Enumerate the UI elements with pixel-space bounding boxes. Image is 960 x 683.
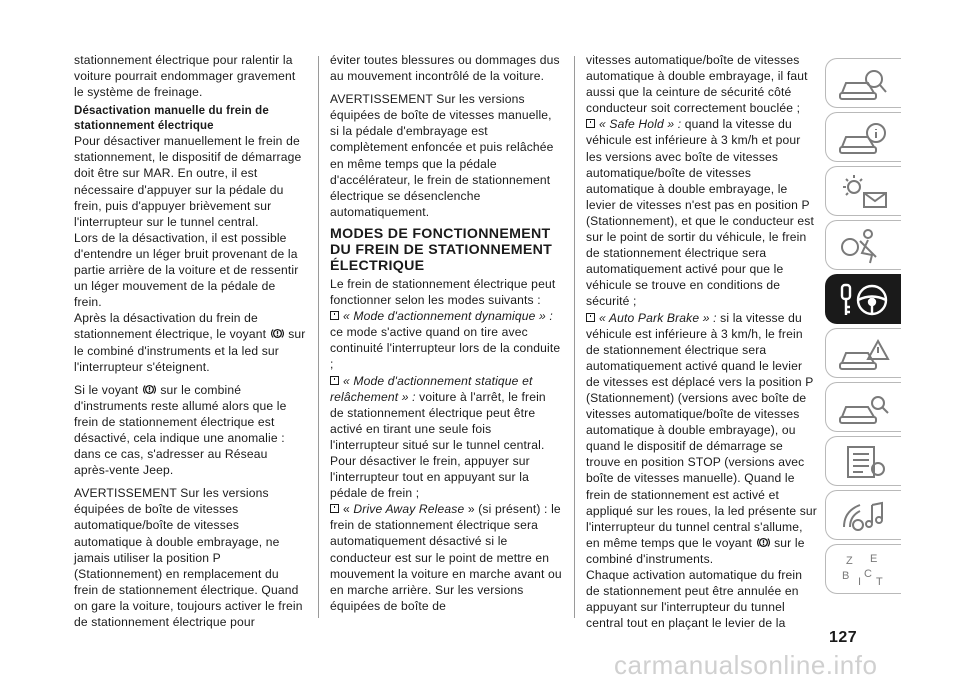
svg-text:T: T [876, 576, 883, 588]
bullet-box-icon [330, 376, 339, 385]
chapter-tab-4[interactable] [825, 220, 901, 270]
bullet-box-icon [586, 313, 595, 322]
car-search-icon [838, 65, 890, 103]
car-info-icon [838, 119, 890, 157]
paragraph: stationnement électrique pour ralentir la voiture pourrait endommager gravement le système de freinage. [74, 53, 296, 100]
chapter-tab-8[interactable] [825, 436, 901, 486]
airbag-icon [838, 227, 890, 265]
paragraph: éviter toutes blessures ou dommages dus au mouvement incontrôlé de la voiture. [330, 53, 560, 84]
page-number: 127 [829, 629, 858, 646]
parking-brake-warning-icon [271, 327, 284, 340]
section-heading-manual-release: Désactivation manuelle du frein de stationnement électrique [74, 105, 269, 132]
paragraph: Lors de la désactivation, il est possible d'entendre un léger bruit provenant de la partie arrière de la voiture et de ressentir un léger mouvement de la pédale de frein. [74, 230, 299, 310]
chapter-tab-2[interactable] [825, 112, 901, 162]
svg-text:C: C [864, 568, 872, 580]
bullet-item: « Drive Away Release » (si présent) : le frein de stationnement électrique sera automatiquement désactivé si le conducteur est sur le point de mettre en mouvement la voiture en marche avant ou en marche arrière. Sur les versions équipées de boîte de [330, 502, 562, 613]
lights-mail-icon [838, 173, 890, 211]
column-divider [318, 56, 319, 618]
warning-paragraph: AVERTISSEMENT Sur les versions équipées de boîte de vitesses manuelle, si la pédale d'embrayage est complètement enfoncée et puis relâchée en même temps que la pédale d'accélérateur, le frein de stationnement électrique se désenclenche automatiquement. [330, 92, 554, 219]
bullet-box-icon [330, 504, 339, 513]
svg-text:E: E [870, 553, 878, 565]
svg-text:Z: Z [846, 555, 853, 567]
paragraph: Le frein de stationnement électrique peut fonctionner selon les modes suivants : [330, 276, 556, 308]
svg-text:I: I [858, 576, 862, 588]
bullet-box-icon [586, 119, 595, 128]
car-warning-icon [838, 335, 890, 373]
paragraph: Si le voyant sur le combiné d'instruments reste allumé alors que le frein de stationnement électrique est désactivé, cela indique une anomalie : dans ce cas, s'adresser au Réseau après-vente Jeep. [74, 382, 287, 478]
paragraph: Chaque activation automatique du frein de stationnement peut être annulée en appuyant sur l'interrupteur du tunnel central tout en plaçant le levier de la [586, 568, 803, 631]
multimedia-icon [838, 497, 890, 535]
warning-paragraph: AVERTISSEMENT Sur les versions équipées de boîte de vitesses automatique/boîte de vitesses automatique à double embrayage, ne jamais utiliser la position P (Stationnement) en remplacement du frein de stationnement électrique. Quand on gare la voiture, toujours activer le frein de stationnement électrique pour [74, 486, 303, 629]
chapter-tab-7[interactable] [825, 382, 901, 432]
text-column-1 [74, 52, 306, 634]
bullet-box-icon [330, 311, 339, 320]
paragraph: Pour désactiver manuellement le frein de stationnement, le dispositif de démarrage doit être sur MAR. En outre, il est nécessaire d'appuyer sur la pédale du frein, puis d'appuyer brièvement sur l'interrupteur sur le tunnel central. [74, 134, 302, 229]
column-divider [574, 56, 575, 618]
chapter-tab-6[interactable] [825, 328, 901, 378]
alphabet-index-icon [838, 551, 890, 589]
chapter-tab-5-active[interactable] [825, 274, 901, 324]
text-column-3 [586, 52, 818, 635]
bullet-item: « Safe Hold » : quand la vitesse du véhicule est inférieure à 3 km/h et pour les versions avec boîte de vitesses automatique/boîte de vitesses automatique à double embrayage, le levier de vitesses n'est pas en position P (Stationnement), et que le conducteur est sur le point de sortir du véhicule, le frein de stationnement électrique sera automatiquement activé pour que le véhicule se trouve en conditions de sécurité ; [586, 117, 815, 309]
bullet-item: « Auto Park Brake » : si la vitesse du véhicule est inférieure à 3 km/h, le frein de stationnement électrique sera automatiquement activé quand le levier de vitesses est déplacé vers la position P (Stationnement) (versions avec boîte de vitesses automatique/boîte de vitesses automatique à double embrayage), ou quand le dispositif de démarrage se trouve en position STOP (versions avec boîte de vitesses manuelle). Quand le frein de stationnement est activé et appliqué sur les roues, la led présente sur l'interrupteur du tunnel central s'allume, en même temps que le voyant sur le combiné d'instruments. [586, 310, 817, 566]
svg-text:B: B [842, 570, 850, 582]
paragraph: Après la désactivation du frein de stationnement électrique, le voyant sur le combiné d'instruments et la led sur l'interrupteur s'éteignent. [74, 311, 306, 374]
specs-list-icon [838, 443, 890, 481]
chapter-tab-10[interactable] [825, 544, 901, 594]
bullet-item: « Mode d'actionnement statique et relâchement » : voiture à l'arrêt, le frein de stationnement électrique peut être activé en tirant une seule fois l'interrupteur situé sur le tunnel central. Pour désactiver le frein, appuyer sur l'interrupteur tout en appuyant sur la pédale de frein ; [330, 373, 546, 501]
watermark: carmanualsonline.info [614, 650, 878, 680]
parking-brake-warning-icon [757, 536, 770, 549]
text-column-2 [330, 52, 562, 614]
paragraph: vitesses automatique/boîte de vitesses automatique à double embrayage, il faut aussi que la ceinture de sécurité côté conducteur soit correctement bouclée ; [586, 53, 808, 116]
parking-brake-warning-icon [143, 383, 156, 396]
chapter-tab-9[interactable] [825, 490, 901, 540]
bullet-item: « Mode d'actionnement dynamique » : ce mode s'active quand on tire avec continuité l'interrupteur lors de la conduite ; [330, 309, 561, 372]
section-heading-modes: MODES DE FONCTIONNEMENT DU FREIN DE STATIONNEMENT ÉLECTRIQUE [330, 225, 553, 274]
key-steering-icon [838, 281, 890, 319]
chapter-tab-1[interactable] [825, 58, 901, 108]
chapter-tab-3[interactable] [825, 166, 901, 216]
car-service-icon [838, 389, 890, 427]
